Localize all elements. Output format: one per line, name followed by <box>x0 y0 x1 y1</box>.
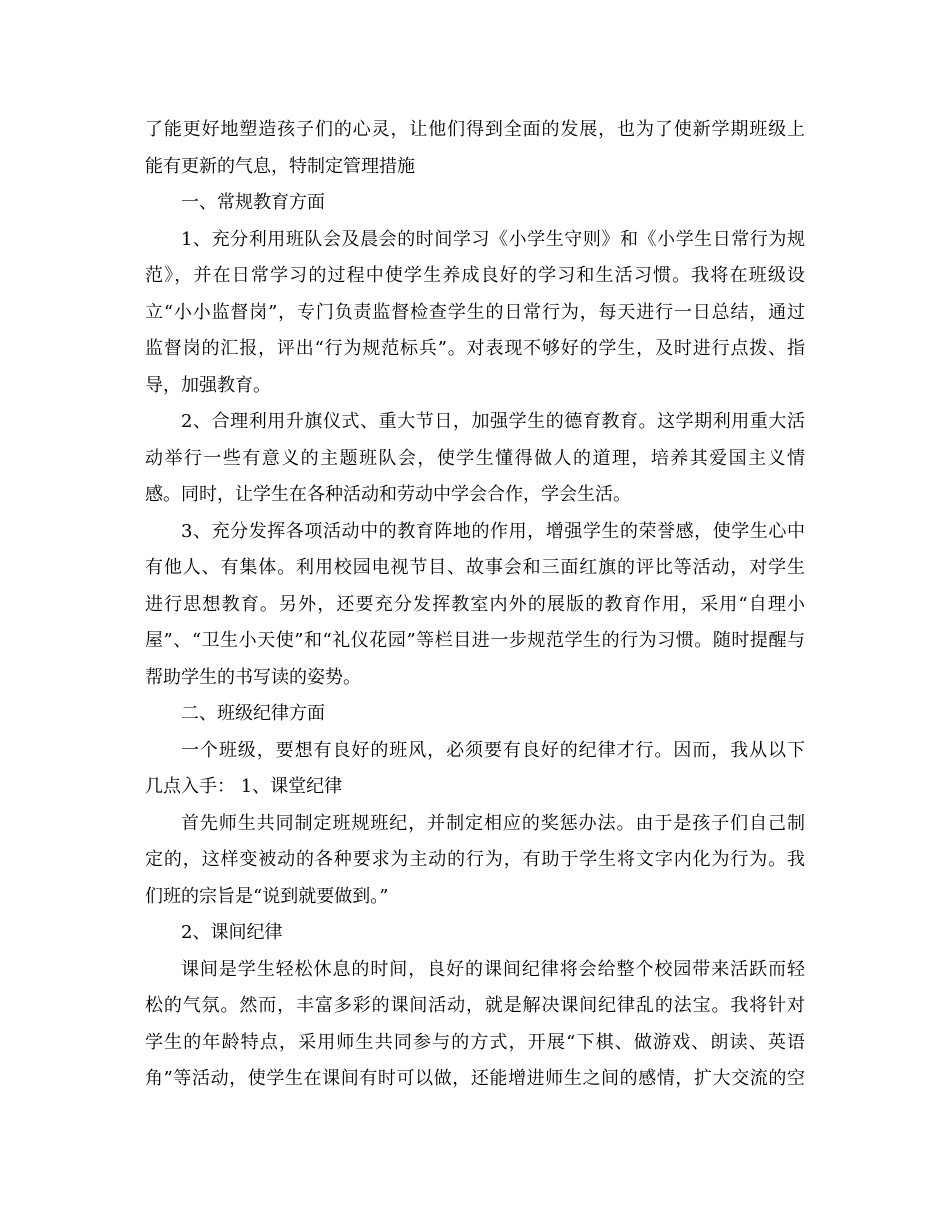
text-line: 导，加强教育。 <box>145 374 271 396</box>
document-body <box>145 112 805 1098</box>
text-line: 监督岗的汇报，评出“行为规范标兵”。对表现不够好的学生，及时进行点拨、指 <box>145 338 805 359</box>
text-line: 松的气氛。然而，丰富多彩的课间活动，就是解决课间纪律乱的法宝。我将针对 <box>145 995 805 1016</box>
text-line: 能有更新的气息，特制定管理措施 <box>145 155 415 177</box>
text-line: 屋”、“卫生小天使”和“礼仪花园”等栏目进一步规范学生的行为习惯。随时提醒与 <box>145 630 805 651</box>
text-line: 帮助学生的书写读的姿势。 <box>145 666 361 688</box>
text-line: 进行思想教育。另外，还要充分发挥教室内外的展版的教育作用，采用“自理小 <box>145 593 805 615</box>
text-line: 有他人、有集体。利用校园电视节目、故事会和三面红旗的评比等活动，对学生 <box>145 557 805 578</box>
text-line: 了能更好地塑造孩子们的心灵，让他们得到全面的发展，也为了使新学期班级上 <box>145 119 805 140</box>
text-line: 定的，这样变被动的各种要求为主动的行为，有助于学生将文字内化为行为。我 <box>145 849 805 870</box>
text-line: 学生的年龄特点，采用师生共同参与的方式，开展“下棋、做游戏、朗读、英语 <box>145 1031 805 1053</box>
text-line: 1、充分利用班队会及晨会的时间学习《小学生守则》和《小学生日常行为规 <box>181 228 805 250</box>
text-line: 动举行一些有意义的主题班队会，使学生懂得做人的道理，培养其爱国主义情 <box>145 447 805 469</box>
text-line: 一个班级，要想有良好的班风，必须要有良好的纪律才行。因而，我从以下 <box>181 739 805 761</box>
text-line: 2、合理利用升旗仪式、重大节日，加强学生的德育教育。这学期利用重大活 <box>181 411 805 432</box>
text-line: 二、班级纪律方面 <box>181 703 325 724</box>
text-line: 课间是学生轻松休息的时间，良好的课间纪律将会给整个校园带来活跃而轻 <box>181 958 805 980</box>
text-line: 感。同时，让学生在各种活动和劳动中学会合作，学会生活。 <box>145 484 631 505</box>
text-line: 一、常规教育方面 <box>181 192 325 213</box>
text-line: 们班的宗旨是“说到就要做到。” <box>145 885 389 907</box>
text-line: 范》，并在日常学习的过程中使学生养成良好的学习和生活习惯。我将在班级设 <box>145 265 805 286</box>
text-line: 首先师生共同制定班规班纪，并制定相应的奖惩办法。由于是孩子们自己制 <box>181 812 805 834</box>
text-line: 角”等活动，使学生在课间有时可以做，还能增进师生之间的感情，扩大交流的空 <box>145 1068 805 1089</box>
text-line: 几点入手： 1、课堂纪律 <box>145 776 343 797</box>
text-line: 立“小小监督岗”，专门负责监督检查学生的日常行为，每天进行一日总结，通过 <box>145 301 805 323</box>
text-line: 3、充分发挥各项活动中的教育阵地的作用，增强学生的荣誉感，使学生心中 <box>181 520 805 542</box>
text-line: 2、课间纪律 <box>181 922 283 943</box>
